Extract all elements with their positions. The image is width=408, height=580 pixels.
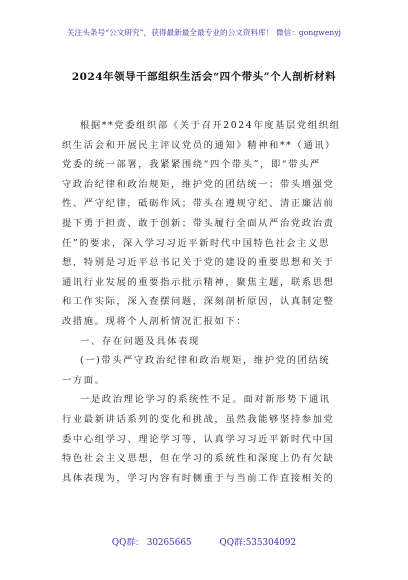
document-body [62,116,354,488]
body-line: 根据**党委组织部《关于召开2024年度基层党组织组 [80,120,341,131]
body-line: 和工作实际，深入查摆问题，深刻剖析原因，认真制定整 [62,296,335,308]
footer [0,535,408,548]
document-title: 2024年领导干部组织生活会“四个带头”个人剖析材料 [71,71,337,83]
body-line: 提下勇于担责、敢于创新；带头履行全面从严治党政治责 [62,217,335,229]
body-line: 一是政治理论学习的系统性不足。面对新形势下通讯 [80,394,331,406]
body-line: 想，特别是习近平总书记关于党的建设的重要思想和关于 [62,257,335,269]
body-line: 织生活会和开展民主评议党员的通知》精神和**（通讯） [62,139,337,151]
body-line: 性、严守纪律，砥砺作风；带头在遵规守纪、清正廉洁前 [62,198,335,210]
body-line: 通讯行业发展的重要指示批示精神，聚焦主题，联系思想 [62,276,335,288]
body-line: 守政治纪律和政治规矩，维护党的团结统一；带头增强党 [62,178,335,190]
body-line: 改措施。现将个人剖析情况汇报如下： [62,315,248,327]
header-note: 关注头条号“公文研究”，获得最新最全最专业的公文资料库！ 微信：gongwenyj [66,28,342,37]
body-line: 一方面。 [62,374,106,386]
body-line: 党委的统一部署，我紧紧围绕“四个带头”，即“带头严 [62,159,321,171]
footer-qq-group-2: QQ群:535304092 [219,538,297,548]
body-line: 行业最新讲话系列的变化和挑战，虽然我能够坚持参加党 [62,413,335,425]
body-line: (一)带头严守政治纪律和政治规矩，维护党的团结统 [80,355,331,367]
body-line: 具体表现为，学习内容有时侧重于与当前工作直接相关的 [62,472,335,484]
body-line: 特色社会主义思想，但在学习的系统性和深度上仍有欠缺 [62,453,335,465]
footer-qq-group-1: QQ群： 30265665 [111,538,192,548]
body-line: 一、存在问题及具体表现 [80,335,200,347]
body-line: 任”的要求，深入学习习近平新时代中国特色社会主义思 [62,237,330,249]
body-line: 委中心组学习、理论学习等，认真学习习近平新时代中国 [62,433,335,445]
